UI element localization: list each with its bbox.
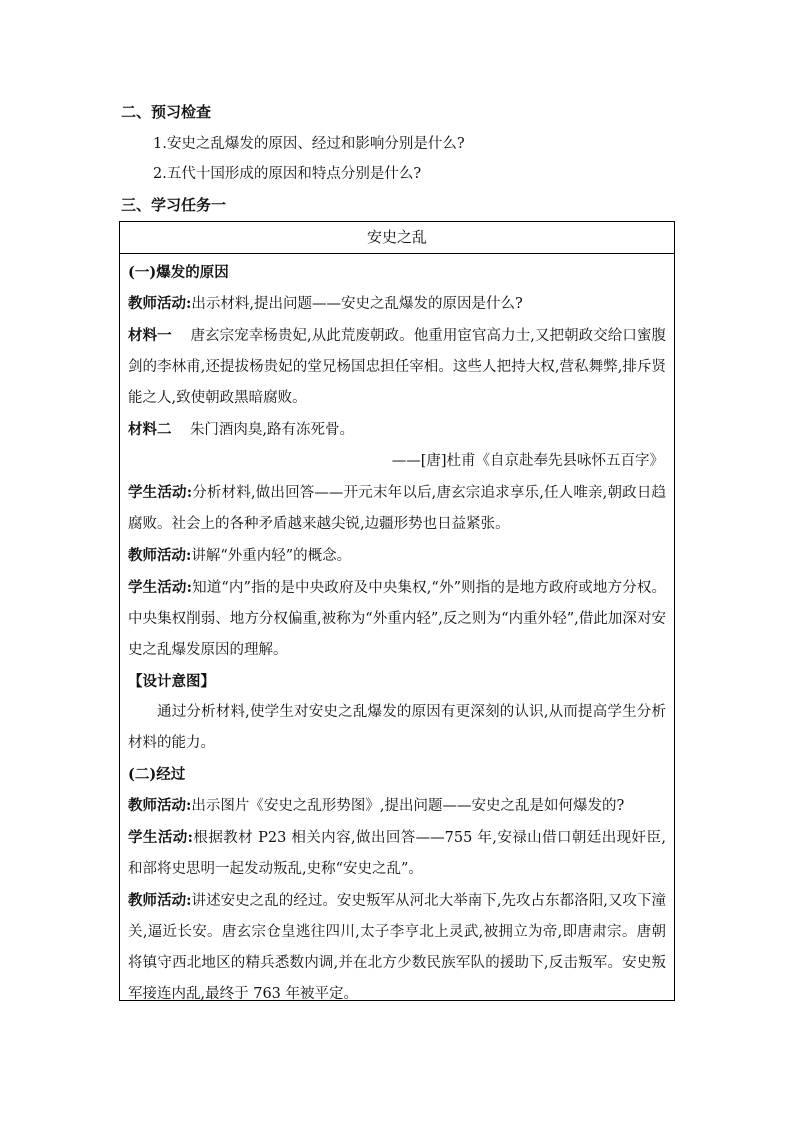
section-heading-preview-check: 二、预习检查 bbox=[121, 103, 212, 121]
table-title: 安史之乱 bbox=[120, 222, 674, 254]
teacher-activity-4: 教师活动:讲述安史之乱的经过。安史叛军从河北大举南下,先攻占东都洛阳,又攻下潼关,逼近长安。唐玄宗仓皇逃往四川,太子李亨北上灵武,被拥立为帝,即唐肃宗。唐朝将镇守西北地区的精兵悉数内调,并在北方少数民族军队的援助下,反击叛军。安史叛军接连内乱,最终于 763 年被平定。 bbox=[128, 892, 667, 1002]
preview-question-1: 1.安史之乱爆发的原因、经过和影响分别是什么? bbox=[153, 136, 465, 152]
part1-heading: (一)爆发的原因 bbox=[128, 264, 229, 281]
section-heading-learning-task: 三、学习任务一 bbox=[121, 196, 227, 214]
material-2-source: ——[唐]杜甫《自京赴奉先县咏怀五百字》 bbox=[391, 453, 664, 469]
part2-heading: (二)经过 bbox=[128, 766, 186, 783]
material-1: 材料一 唐玄宗宠幸杨贵妃,从此荒废朝政。他重用宦官高力士,又把朝政交给口蜜腹剑的李林甫,还提拔杨贵妃的堂兄杨国忠担任宰相。这些人把持大权,营私舞弊,排斥贤能之人,致使朝政黑暗腐败。 bbox=[128, 327, 667, 406]
student-activity-1: 学生活动:分析材料,做出回答——开元末年以后,唐玄宗追求享乐,任人唯亲,朝政日趋腐败。社会上的各种矛盾越来越尖锐,边疆形势也日益紧张。 bbox=[128, 484, 666, 532]
preview-question-2: 2.五代十国形成的原因和特点分别是什么? bbox=[153, 166, 422, 182]
design-intent-text: 通过分析材料,使学生对安史之乱爆发的原因有更深刻的认识,从而提高学生分析材料的能力。 bbox=[128, 704, 666, 751]
design-intent-label: 【设计意图】 bbox=[128, 673, 215, 690]
teacher-activity-1: 教师活动:出示材料,提出问题——安史之乱爆发的原因是什么? bbox=[128, 295, 523, 312]
student-activity-2: 学生活动:知道“内”指的是中央政府及中央集权,“外”则指的是地方政府或地方分权。中央集权削弱、地方分权偏重,被称为“外重内轻”,反之则为“内重外轻”,借此加深对安史之乱爆发原因的理解。 bbox=[128, 579, 666, 658]
lesson-table bbox=[119, 221, 675, 1001]
teacher-activity-2: 教师活动:讲解“外重内轻”的概念。 bbox=[128, 547, 352, 564]
student-activity-3: 学生活动:根据教材 P23 相关内容,做出回答——755 年,安禄山借口朝廷出现奸臣,和部将史思明一起发动叛乱,史称“安史之乱”。 bbox=[128, 829, 666, 877]
table-content bbox=[128, 257, 666, 1010]
teacher-activity-3: 教师活动:出示图片《安史之乱形势图》,提出问题——安史之乱是如何爆发的? bbox=[128, 797, 625, 814]
material-2: 材料二 朱门酒肉臭,路有冻死骨。 bbox=[128, 421, 355, 438]
